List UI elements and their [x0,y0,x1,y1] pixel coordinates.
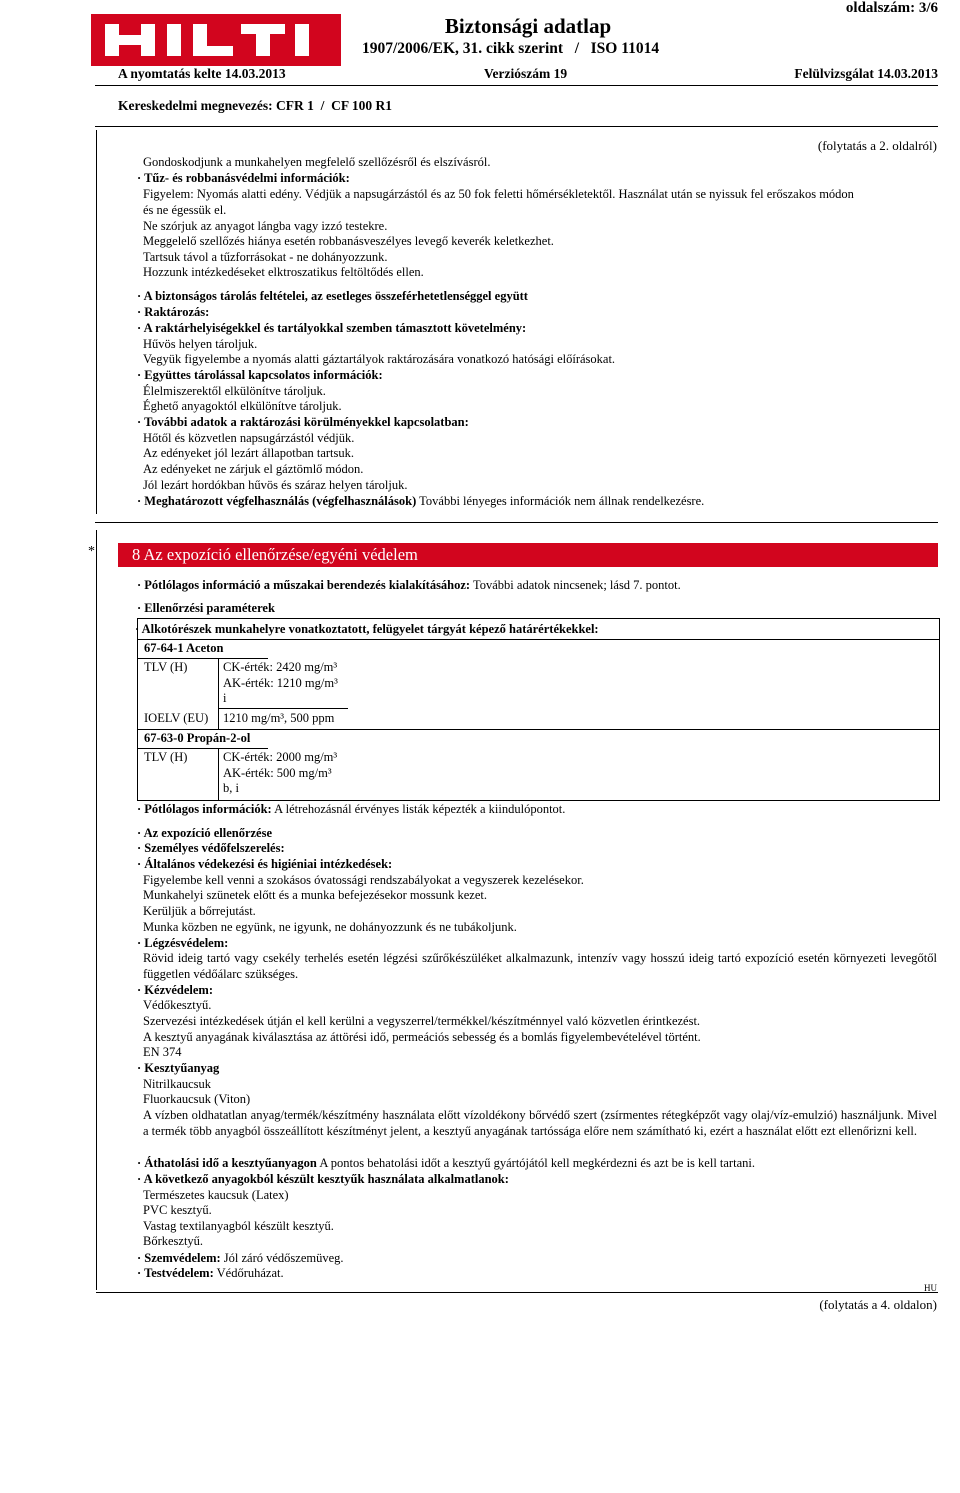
section-divider [95,522,938,523]
continued-to: (folytatás a 4. oldalon) [819,1297,937,1312]
page-number: oldalszám: 3/6 [845,0,938,16]
text-line: Az edényeket jól lezárt állapotban tartsuk. [143,446,355,460]
table-rule [218,709,219,729]
heading-unsuitable-gloves: · A következő anyagokból készült kesztyűk használata alkalmatlanok: [137,1172,509,1186]
text-line: Bőrkesztyű. [143,1234,204,1248]
text-line: és ne égessük el. [143,203,227,217]
tlv-value: CK-érték: 2420 mg/m³ [223,660,338,674]
text-line: Tartsuk távol a tűzforrásokat - ne dohányozzunk. [143,250,388,264]
heading-hygiene: · Általános védekezési és higiéniai intézkedések: [137,857,393,871]
text-line: Vegyük figyelembe a nyomás alatti gáztartályok raktározására vonatkozó hatósági előírásokat. [143,352,616,366]
text-line: Figyelem: Nyomás alatti edény. Védjük a napsugárzástól és az 50 fok feletti hőmérsékletektől. Használat után se nyissuk fel erőszakos módon [143,187,854,201]
additional-info-line: · Pótlólagos információk: A létrehozásnál érvényes listák képezték a kiindulópontot. [137,802,566,816]
engineering-info-line: · Pótlólagos információ a műszakai berendezés kialakításához: További adatok nincsenek; lásd 7. pontot. [137,578,681,592]
text-line: A kesztyű anyagának kiválasztása az áttörési idő, permeációs sebesség és a bomlás figyelembevételével történt. [143,1030,701,1044]
text-line: Meggelelő szellőzés hiánya esetén robbanásveszélyes levegő keverék keletkezhet. [143,234,554,248]
text-line: Hűvös helyen tároljuk. [143,337,258,351]
text-line: Védőkesztyű. [143,998,212,1012]
body-protection-line: · Testvédelem: Védőruházat. [137,1266,284,1280]
substance-name: 67-63-0 Propán-2-ol [144,731,251,745]
heading-control-parameters: · Ellenőrzési paraméterek [137,601,275,615]
tlv-label: TLV (H) [144,750,188,764]
tlv-value: b, i [223,781,239,795]
table-rule [138,748,268,749]
limit-values-table [137,618,940,801]
table-rule [218,749,219,800]
heading-ppe: · Személyes védőfelszerelés: [137,841,285,855]
text-line: Jól lezárt hordókban hűvös és száraz helyen tároljuk. [143,478,408,492]
revision-date: Felülvizsgálat 14.03.2013 [794,66,938,81]
heading-fire: · Tűz- és robbanásvédelmi információk: [137,171,350,185]
heading-hand-protection: · Kézvédelem: [137,983,214,997]
respiratory-text: Rövid ideig tartó vagy csekély terhelés esetén légzési szűrőkészüléket alkalmazunk, intenzív vagy hosszú ideig tartó expozíció esetén környezeti levegőtől független védőálarc szükséges. [143,951,937,981]
eye-protection-line: · Szemvédelem: Jól záró védőszemüveg. [137,1251,344,1265]
version-number: Verziószám 19 [484,66,568,81]
heading-storage-conditions: · A biztonságos tárolás feltételei, az esetleges összeférhetetlenséggel együtt [137,289,528,303]
document-title: Biztonsági adatlap [444,14,612,38]
heading-further-storage: · További adatok a raktározási körülményekkel kapcsolatban: [137,415,469,429]
document-subtitle: 1907/2006/EK, 31. cikk szerint / ISO 11014 [362,40,660,57]
text-line: Éghető anyagoktól elkülönítve tároljuk. [143,399,342,413]
heading-exposure-controls: · Az expozíció ellenőrzése [137,826,273,840]
ioelv-label: IOELV (EU) [144,711,209,725]
text-line: Hozzunk intézkedéseket elktroszatikus feltöltődés ellen. [143,265,424,279]
table-rule [218,708,348,709]
breakthrough-line: · Áthatolási idő a kesztyűanyagon A pontos behatolási időt a kesztyű gyártójától kell megkérdezni és azt be is kell tartani. [137,1156,755,1170]
text-line: EN 374 [143,1045,182,1059]
glove-text: A vízben oldhatatlan anyag/termék/készítmény használata előtt vízoldékony bőrvédő szert (zsírmentes rétegképzőt vagy olaj/víz-emulzió) használjunk. Mivel a termék több anyagból összeállított készítményt jelent, a kesztyű anyagának tartóssága előre nem számítható ki, ezért a használat előtt ezt ellenőrizni kell. [143,1108,937,1138]
heading-glove-material: · Kesztyűanyag [137,1061,220,1075]
text-line: Ne szórjuk az anyagot lángba vagy izzó testekre. [143,219,388,233]
heading-joint-storage: · Együttes tárolással kapcsolatos információk: [137,368,383,382]
text-line: Figyelembe kell venni a szokásos óvatossági rendszabályokat a vegyszerek kezelésekor. [143,873,584,887]
table-title: · Alkotórészek munkahelyre vonatkoztatott, felügyelet tárgyát képező határértékekkel: [135,622,599,636]
text-line: Szervezési intézkedések útján el kell kerülni a vegyszerrel/termékkel/készítménnyel való közvetlen érintkezést. [143,1014,701,1028]
text-line: Az edényeket ne zárjuk el gáztömlő módon. [143,462,364,476]
text-line: Munkahelyi szünetek előtt és a munka befejezésekor mossunk kezet. [143,888,487,902]
print-date: A nyomtatás kelte 14.03.2013 [118,66,286,81]
revision-marker: * [88,544,95,559]
table-rule [218,659,219,712]
text-line: PVC kesztyű. [143,1203,212,1217]
text-line: Gondoskodjunk a munkahelyen megfelelő szellőzésről és elszívásról. [143,155,491,169]
end-use-line: · Meghatározott végfelhasználás (végfelhasználások) További lényeges információk nem állnak rendelkezésre. [137,494,705,508]
substance-name: 67-64-1 Aceton [144,641,224,655]
language-code: HU [924,1283,937,1293]
table-rule [138,639,939,640]
tlv-value: AK-érték: 500 mg/m³ [223,766,332,780]
tlv-value: AK-érték: 1210 mg/m³ [223,676,338,690]
ioelv-value: 1210 mg/m³, 500 ppm [223,711,335,725]
footer-divider [96,1292,938,1293]
text-line: Nitrilkaucsuk [143,1077,212,1091]
text-line: Élelmiszerektől elkülönítve tároljuk. [143,384,326,398]
text-line: Vastag textilanyagból készült kesztyű. [143,1219,334,1233]
tlv-value: CK-érték: 2000 mg/m³ [223,750,338,764]
text-line: Munka közben ne együnk, ne igyunk, ne dohányozzunk és ne tubákoljunk. [143,920,517,934]
tlv-label: TLV (H) [144,660,188,674]
continued-from: (folytatás a 2. oldalról) [817,138,937,153]
header-divider [95,85,938,86]
text-line: Kerüljük a bőrrejutást. [143,904,256,918]
text-line: Hőtől és közvetlen napsugárzástól védjük. [143,431,355,445]
heading-storeroom: · A raktárhelyiségekkel és tartályokkal szemben támasztott követelmény: [137,321,527,335]
table-rule [138,658,268,659]
text-line: Fluorkaucsuk (Viton) [143,1092,251,1106]
header-divider-bottom [95,126,938,127]
heading-respiratory: · Légzésvédelem: [137,936,229,950]
text-line: Természetes kaucsuk (Latex) [143,1188,289,1202]
trade-name: Kereskedelmi megnevezés: CFR 1 / CF 100 R1 [118,98,393,113]
table-rule [138,729,939,730]
heading-storage: · Raktározás: [137,305,210,319]
tlv-value: i [223,691,227,705]
section8-heading: 8 Az expozíció ellenőrzése/egyéni védelem [118,543,938,567]
